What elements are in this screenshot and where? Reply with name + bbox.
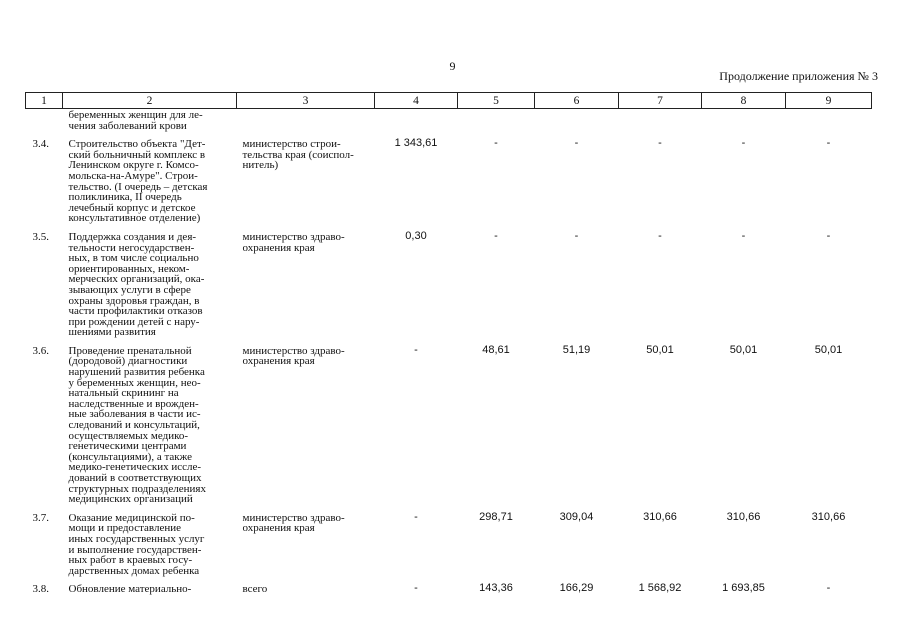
header-cell: 1 — [26, 93, 63, 109]
value-cell: - — [741, 229, 746, 242]
activity-name: Оказание медицинской по- мощи и предоставление иных государственных услуг и выполнение государствен- ных работ в краевых госу- дарственных домах ребенка — [68, 511, 205, 577]
value-cell: - — [414, 343, 418, 356]
header-cell: 5 — [458, 93, 535, 109]
row-number: 3.8. — [32, 583, 49, 596]
executor: министерство здраво- охранения края — [242, 230, 345, 254]
value-cell: - — [414, 510, 418, 523]
value-cell: 298,71 — [479, 510, 513, 523]
value-cell: - — [414, 582, 418, 595]
continuation-text: беременных женщин для ле- чения заболеваний крови — [68, 109, 203, 132]
value-cell: 1 343,61 — [394, 137, 438, 150]
header-cell: 2 — [63, 93, 237, 109]
value-cell: - — [574, 229, 579, 242]
value-cell: 143,36 — [479, 582, 513, 595]
table-row — [26, 576, 872, 595]
activity-name: Поддержка создания и дея- тельности негосударствен- ных, в том числе социально ориентированных, неком- мерческих организаций, ока- зывающих услуги в сфере охраны здоровья граждан, в части профилактики отказов при рождении детей с нару- шениями развития — [68, 230, 205, 339]
header-cell: 6 — [535, 93, 619, 109]
header-cell: 4 — [375, 93, 458, 109]
value-cell: 310,66 — [726, 510, 761, 523]
value-cell: 166,29 — [559, 582, 594, 595]
row-number: 3.5. — [32, 230, 49, 243]
value-cell: - — [574, 137, 579, 150]
value-cell: 51,19 — [562, 343, 591, 356]
value-cell: 48,61 — [482, 343, 510, 356]
row-number: 3.4. — [32, 138, 49, 151]
value-cell: 1 693,85 — [722, 582, 765, 595]
value-cell: 0,30 — [405, 229, 427, 242]
executor: всего — [242, 583, 268, 596]
value-cell: 309,04 — [559, 510, 594, 523]
table-header-row — [26, 93, 872, 109]
appendix-label: Продолжение приложения № 3 — [719, 69, 878, 83]
table-row — [26, 338, 872, 505]
value-cell: - — [826, 137, 831, 150]
row-number: 3.7. — [32, 511, 49, 524]
value-cell: - — [826, 582, 831, 595]
header-cell: 9 — [786, 93, 872, 109]
value-cell: 50,01 — [814, 343, 843, 356]
value-cell: 310,66 — [643, 510, 677, 523]
header-cell: 8 — [702, 93, 786, 109]
header-cell: 7 — [619, 93, 702, 109]
value-cell: 310,66 — [811, 510, 846, 523]
activity-name: Обновление материально- — [68, 583, 192, 596]
value-cell: 1 568,92 — [638, 582, 682, 595]
value-cell: - — [826, 229, 831, 242]
page-number: 9 — [449, 59, 456, 73]
activity-name: Строительство объекта "Дет- ский больничный комплекс в Ленинском округе г. Комсо- мольска-на-Амуре". Строи- тельство. (I очередь – детская поликлиника, II очередь лечебный корпус и детское консультативное отделение) — [68, 138, 208, 225]
value-cell: - — [494, 229, 498, 242]
activity-name: Проведение пренатальной (дородовой) диагностики нарушений развития ребенка у беременных женщин, нео- натальный скрининг на наследственные и врожден- ные заболевания в части ис- следований и консультаций, осуществляемых медико- генетическими центрами (консультациями), а также медико-генетических иссле- дований в соответствующих структурных подразделениях медицинских организаций — [68, 344, 206, 506]
value-cell: 50,01 — [729, 343, 758, 356]
header-cell: 3 — [237, 93, 375, 109]
value-cell: - — [494, 137, 498, 150]
row-number: 3.6. — [32, 344, 49, 357]
continuation-row — [26, 109, 872, 132]
value-cell: - — [658, 137, 662, 150]
table-row — [26, 131, 872, 224]
executor: министерство здраво- охранения края — [242, 511, 345, 535]
table-row — [26, 505, 872, 577]
value-cell: 50,01 — [646, 343, 674, 356]
program-table — [25, 92, 872, 595]
value-cell: - — [741, 137, 746, 150]
table-row — [26, 224, 872, 338]
executor: министерство здраво- охранения края — [242, 344, 345, 368]
value-cell: - — [658, 229, 662, 242]
executor: министерство строи- тельства края (соиспол- нитель) — [242, 138, 354, 172]
